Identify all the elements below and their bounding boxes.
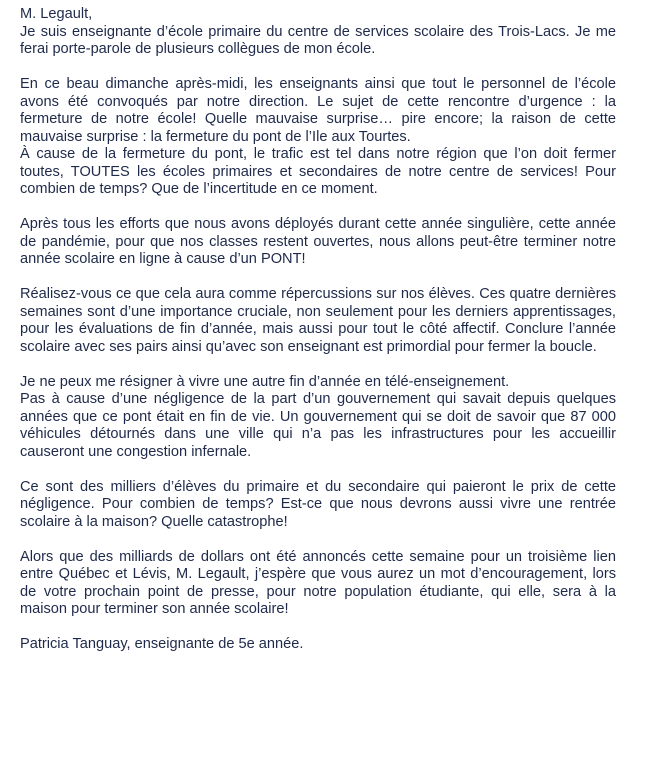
paragraph-line: Ce sont des milliers d’élèves du primaire et du secondaire qui paieront le prix de cette négligence. Pour combien de temps? Est-ce que nous devrons aussi vivre une rentrée scolaire à la maison? Quelle catastrophe!: [20, 478, 616, 530]
paragraph-third-link: [20, 549, 616, 619]
salutation: M. Legault,: [20, 6, 93, 22]
paragraph-line: Après tous les efforts que nous avons déployés durant cette année singulière, cette année de pandémie, pour que nos classes restent ouvertes, nous allons peut-être terminer notre année scolaire en ligne à cause d’un PONT!: [20, 216, 616, 267]
paragraph-tele-teaching: [20, 374, 616, 462]
paragraph-line: Pas à cause d’une négligence de la part d’un gouvernement qui savait depuis quelques années que ce pont était en fin de vie. Un gouvernement qui se doit de savoir que 87 000 véhicules détournés dans une ville qui n’a pas les infrastructures pour les accueillir causeront une congestion infernale.: [20, 391, 616, 460]
paragraph-introduction: [20, 24, 616, 59]
paragraph-line: Je ne peux me résigner à vivre une autre fin d’année en télé-enseignement.: [20, 373, 510, 390]
signature: Patricia Tanguay, enseignante de 5e année.: [20, 636, 304, 652]
paragraph-school-closure: [20, 76, 616, 199]
paragraph-line: Je suis enseignante d’école primaire du centre de services scolaire des Trois-Lacs. Je me ferai porte-parole de plusieurs collègues de mon école.: [20, 23, 616, 57]
paragraph-line: Réalisez-vous ce que cela aura comme répercussions sur nos élèves. Ces quatre dernières semaines sont d’une importance cruciale, non seulement pour les derniers apprentissages, pour les évaluations de fin d’année, mais aussi pour tout le côté affectif. Conclure l’année scolaire avec ses pairs ainsi qu’avec son enseignant est primordial pour fermer la boucle.: [20, 286, 616, 355]
paragraph-repercussions: [20, 286, 616, 356]
paragraph-line: En ce beau dimanche après-midi, les enseignants ainsi que tout le personnel de l’école avons été convoqués par notre direction. Le sujet de cette rencontre d’urgence : la fermeture de notre école! Quelle mauvaise surprise… pire encore; la raison de cette mauvaise surprise : la fermeture du pont de l’Ile aux Tourtes.: [20, 76, 616, 145]
paragraph-students-cost: [20, 479, 616, 532]
paragraph-line: À cause de la fermeture du pont, le trafic est tel dans notre région que l’on doit fermer toutes, TOUTES les écoles primaires et secondaires de notre centre de services! Pour combien de temps? Que de l’incertitude en ce moment.: [20, 146, 616, 197]
paragraph-line: Alors que des milliards de dollars ont été annoncés cette semaine pour un troisième lien entre Québec et Lévis, M. Legault, j’espère que vous aurez un mot d’encouragement, lors de votre prochain point de presse, pour notre population étudiante, qui elle, sera à la maison pour terminer son année scolaire!: [20, 548, 616, 617]
letter-body: [20, 6, 616, 654]
paragraph-pandemic-efforts: [20, 216, 616, 269]
